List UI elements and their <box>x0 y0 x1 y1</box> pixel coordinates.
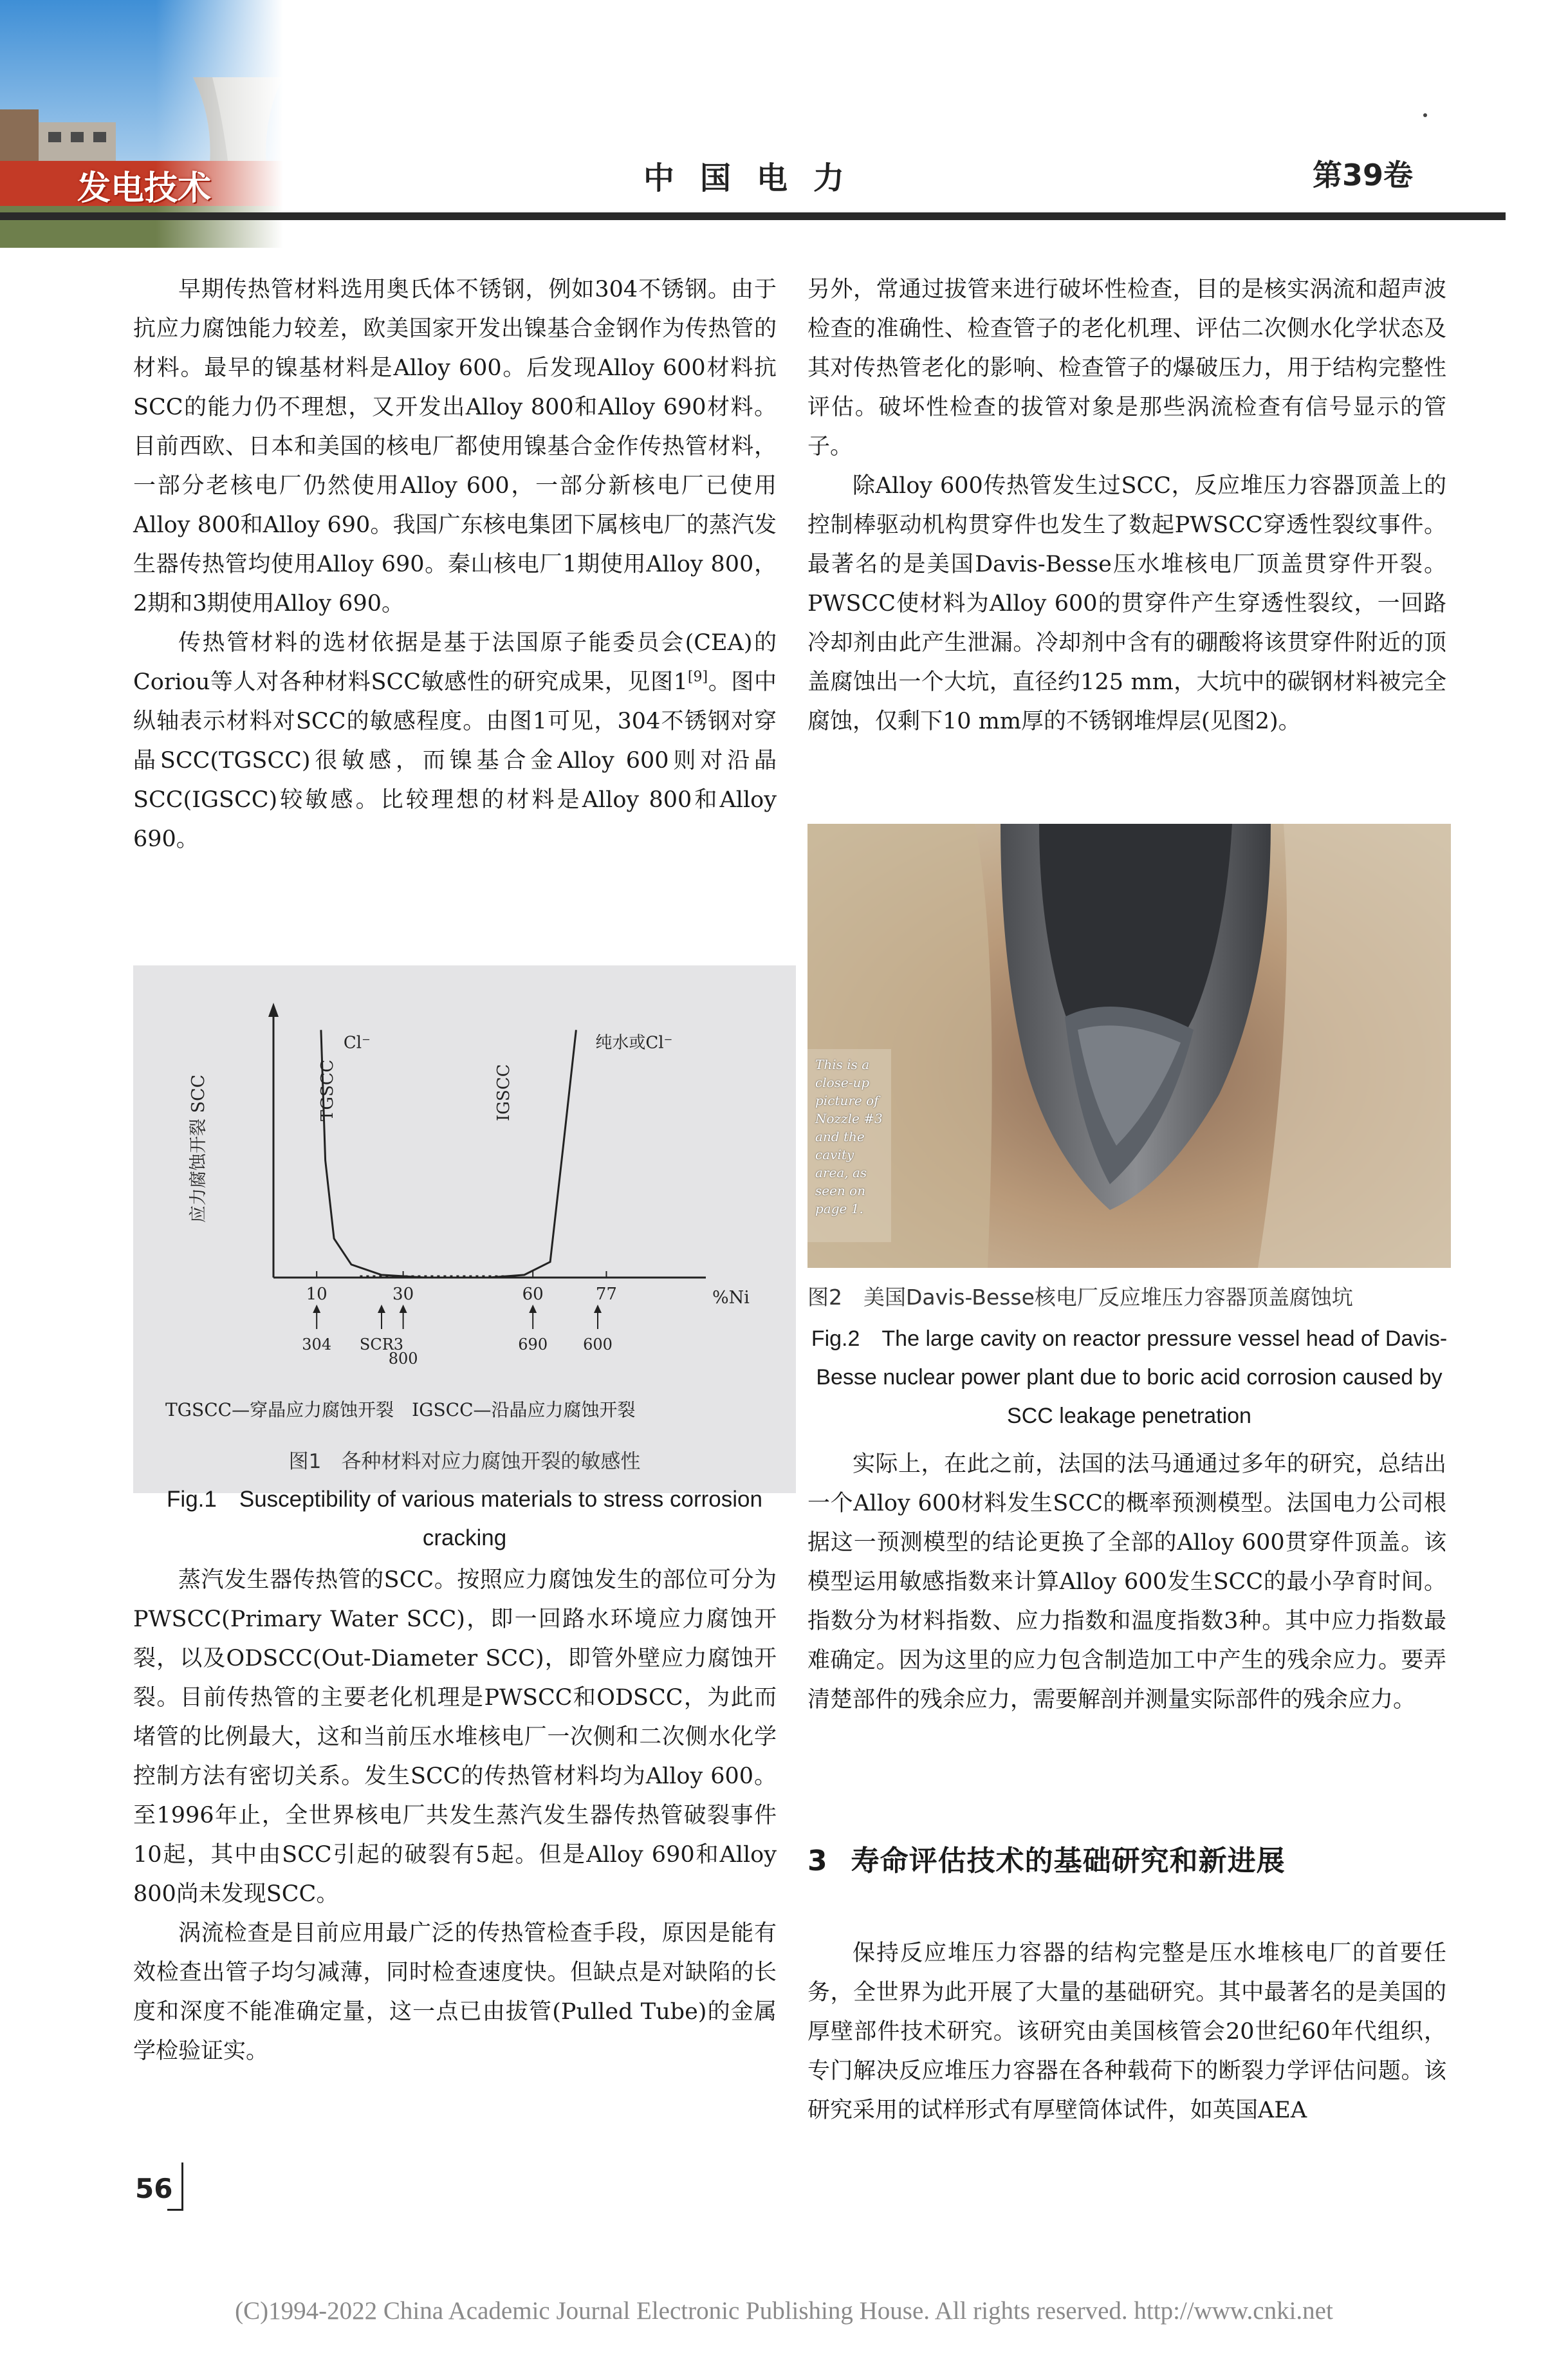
section-tag: 发电技术 <box>77 169 212 208</box>
x-tick-label: 10 <box>306 1285 327 1304</box>
series-environment-label: Cl⁻ <box>343 1033 371 1053</box>
material-marker-arrow <box>594 1305 602 1313</box>
material-marker-arrow <box>529 1305 537 1313</box>
section-heading <box>807 1837 1286 1879</box>
header-banner-image <box>0 0 283 248</box>
section-title: 寿命评估技术的基础研究和新进展 <box>851 1845 1286 1877</box>
left-column-top <box>133 270 777 859</box>
header-rule <box>0 212 1506 220</box>
left-column-bottom <box>133 1561 777 2071</box>
y-axis-arrow <box>268 1003 279 1017</box>
material-label: SCR3 <box>359 1335 404 1353</box>
paragraph: 另外，常通过拔管来进行破坏性检查，目的是核实涡流和超声波检查的准确性、检查管子的老化机理、评估二次侧水化学状态及其对传热管老化的影响、检查管子的爆破压力，用于结构完整性评估。破坏性检查的拔管对象是那些涡流检查有信号显示的管子。 <box>807 277 1446 460</box>
paragraph: 蒸汽发生器传热管的SCC。按照应力腐蚀发生的部位可分为PWSCC(Primary Water SCC)，即一回路水环境应力腐蚀开裂，以及ODSCC(Out-Diameter SCC)，即管外壁应力腐蚀开裂。目前传热管的主要老化机理是PWSCC和ODSCC，为此而堵管的比例最大，这和当前压水堆核电厂一次侧和二次侧水化学控制方法有密切关系。发生SCC的传热管材料均为Alloy 600。至1996年止，全世界核电厂共发生蒸汽发生器传热管破裂事件10起，其中由SCC引起的破裂有5起。但是Alloy 690和Alloy 800尚未发现SCC。 <box>133 1567 777 1907</box>
paragraph: 传热管材料的选材依据是基于法国原子能委员会(CEA)的Coriou等人对各种材料SCC敏感性的研究成果，见图1[9]。图中纵轴表示材料对SCC的敏感程度。由图1可见，304不锈钢对穿晶SCC(TGSCC)很敏感，而镍基合金Alloy 600则对沿晶SCC(IGSCC)较敏感。比较理想的材料是Alloy 800和Alloy 690。 <box>133 630 777 852</box>
copyright-footer: (C)1994-2022 China Academic Journal Electronic Publishing House. All rights reserved. http://www.cnki.net <box>235 2297 1333 2325</box>
material-label: 690 <box>518 1335 548 1353</box>
paragraph: 涡流检查是目前应用最广泛的传热管检查手段，原因是能有效检查出管子均匀减薄，同时检查速度快。但缺点是对缺陷的长度和深度不能准确定量，这一点已由拔管(Pulled Tube)的金属学检验证实。 <box>133 1921 777 2064</box>
section-number: 3 <box>807 1845 828 1877</box>
right-column-top <box>807 270 1446 741</box>
page-number-rule <box>181 2162 183 2211</box>
figure-1-caption-en: Fig.1 Susceptibility of various materials to stress corrosion cracking <box>167 1487 762 1550</box>
figure-2-caption-en: Fig.2 The large cavity on reactor pressure vessel head of Davis-Besse nuclear power plant due to boric acid corrosion caused by SCC leakage penetration <box>811 1326 1448 1428</box>
page-number: 56 <box>135 2173 173 2204</box>
material-label: 600 <box>583 1335 613 1353</box>
series-label: TGSCC <box>317 1059 337 1121</box>
series-label: IGSCC <box>494 1064 513 1121</box>
header-dot <box>1423 113 1427 117</box>
series-environment-label: 纯水或Cl⁻ <box>595 1033 673 1053</box>
figure-2-caption-zh: 图2 美国Davis-Besse核电厂反应堆压力容器顶盖腐蚀坑 <box>807 1285 1353 1310</box>
citation-ref: [9] <box>687 669 708 685</box>
paragraph: 早期传热管材料选用奥氏体不锈钢，例如304不锈钢。由于抗应力腐蚀能力较差，欧美国家开发出镍基合金钢作为传热管的材料。最早的镍基材料是Alloy 600。后发现Alloy 600材料抗SCC的能力仍不理想，又开发出Alloy 800和Alloy 690材料。目前西欧、日本和美国的核电厂都使用镍基合金作传热管材料，一部分老核电厂仍然使用Alloy 600，一部分新核电厂已使用Alloy 800和Alloy 690。我国广东核电集团下属核电厂的蒸汽发生器传热管均使用Alloy 690。秦山核电厂1期使用Alloy 800，2期和3期使用Alloy 690。 <box>133 277 777 617</box>
journal-title: 中国电力 <box>643 160 871 196</box>
x-tick-label: 30 <box>392 1285 414 1304</box>
photo-annotation: This is a close-up picture of Nozzle #3 and the cavity area, as seen on page 1. <box>815 1057 883 1216</box>
y-axis-label: 应力腐蚀开裂 SCC <box>189 1074 208 1223</box>
figure-2-photo <box>807 824 1451 1268</box>
x-tick-label: 60 <box>522 1285 544 1304</box>
right-column-middle <box>807 1445 1446 1720</box>
paragraph: 实际上，在此之前，法国的法马通通过多年的研究，总结出一个Alloy 600材料发生SCC的概率预测模型。法国电力公司根据这一预测模型的结论更换了全部的Alloy 600贯穿件顶盖。该模型运用敏感指数来计算Alloy 600发生SCC的最小孕育时间。指数分为材料指数、应力指数和温度指数3种。其中应力指数最难确定。因为这里的应力包含制造加工中产生的残余应力。要弄清楚部件的残余应力，需要解剖并测量实际部件的残余应力。 <box>807 1451 1446 1713</box>
figure-1-caption-zh: 图1 各种材料对应力腐蚀开裂的敏感性 <box>288 1450 641 1473</box>
figure-1-chart <box>133 965 796 1442</box>
material-label: 304 <box>302 1335 332 1353</box>
material-label: 800 <box>388 1350 418 1368</box>
x-tick-label: 77 <box>595 1285 617 1304</box>
material-marker-arrow <box>400 1305 407 1313</box>
x-axis-label: %Ni <box>712 1288 750 1308</box>
paragraph: 除Alloy 600传热管发生过SCC，反应堆压力容器顶盖上的控制棒驱动机构贯穿件也发生了数起PWSCC穿透性裂纹事件。最著名的是美国Davis-Besse压水堆核电厂顶盖贯穿件开裂。PWSCC使材料为Alloy 600的贯穿件产生穿透性裂纹，一回路冷却剂由此产生泄漏。冷却剂中含有的硼酸将该贯穿件附近的顶盖腐蚀出一个大坑，直径约125 mm，大坑中的碳钢材料被完全腐蚀，仅剩下10 mm厚的不锈钢堆焊层(见图2)。 <box>807 473 1446 734</box>
volume-label: 第39卷 <box>1313 158 1414 192</box>
right-column-bottom <box>807 1934 1446 2130</box>
paragraph: 保持反应堆压力容器的结构完整是压水堆核电厂的首要任务，全世界为此开展了大量的基础研究。其中最著名的是美国的厚壁部件技术研究。该研究由美国核管会20世纪60年代组织，专门解决反应堆压力容器在各种载荷下的断裂力学评估问题。该研究采用的试样形式有厚壁筒体试件，如英国AEA <box>807 1940 1446 2123</box>
page-number-rule-base <box>167 2209 183 2211</box>
material-marker-arrow <box>313 1305 320 1313</box>
figure-1 <box>133 965 796 1493</box>
figure-1-legend: TGSCC—穿晶应力腐蚀开裂 IGSCC—沿晶应力腐蚀开裂 <box>165 1399 636 1420</box>
material-marker-arrow <box>378 1305 385 1313</box>
